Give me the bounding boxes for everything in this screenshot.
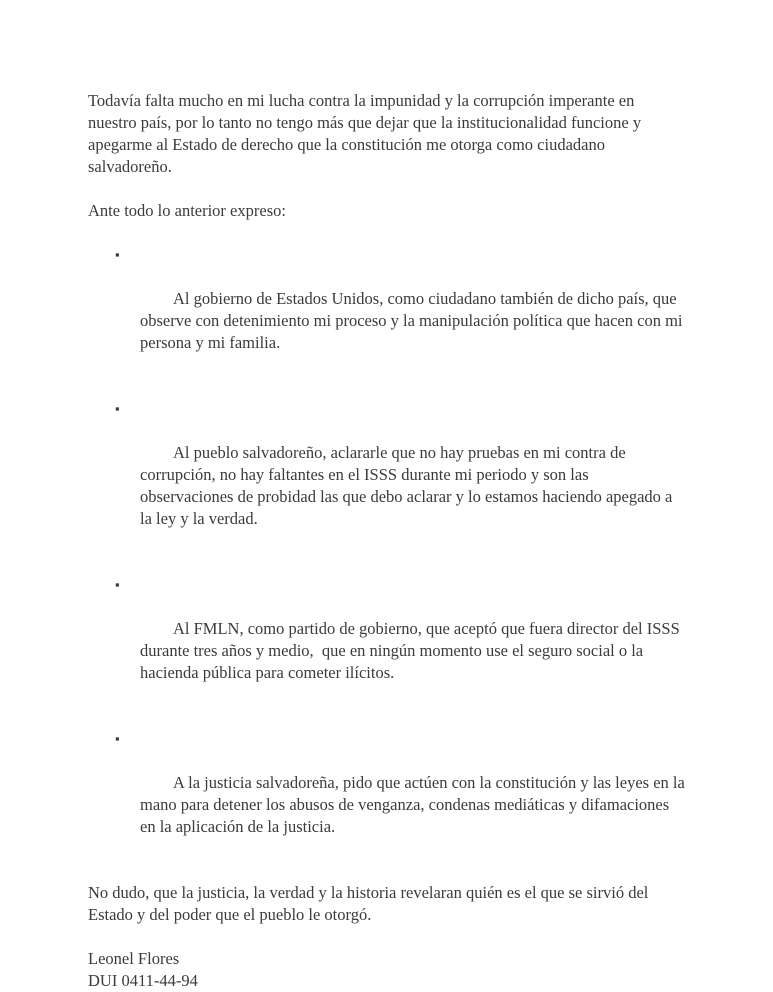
bullet-point-icon: ▪	[115, 731, 120, 746]
bullet-point-icon: ▪	[115, 577, 120, 592]
document-body	[88, 90, 689, 992]
list-item	[88, 728, 689, 860]
closing-paragraph: No dudo, que la justicia, la verdad y la historia revelaran quién es el que se sirvió del Estado y del poder que el pueblo le otorgó.	[88, 883, 653, 924]
signature-id-number: DUI 0411-44-94	[88, 971, 198, 990]
list-item-text: Al FMLN, como partido de gobierno, que aceptó que fuera director del ISSS durante tres años y medio, que en ningún momento use el seguro social o la hacienda pública para cometer ilícitos.	[140, 619, 684, 682]
list-item-text: A la justicia salvadoreña, pido que actúen con la constitución y las leyes en la mano para detener los abusos de venganza, condenas mediáticas y difamaciones en la aplicación de la justicia.	[140, 773, 689, 836]
signature-block	[88, 948, 685, 992]
bullet-point-icon: ▪	[115, 247, 120, 262]
bullet-point-icon: ▪	[115, 401, 120, 416]
list-item-text: Al pueblo salvadoreño, aclararle que no hay pruebas en mi contra de corrupción, no hay faltantes en el ISSS durante mi periodo y son las observaciones de probidad las que debo aclarar y lo estamos haciendo apegado a la ley y la verdad.	[140, 443, 677, 528]
signature-name: Leonel Flores	[88, 949, 180, 968]
intro-paragraph: Todavía falta mucho en mi lucha contra la impunidad y la corrupción imperante en nuestro país, por lo tanto no tengo más que dejar que la institucionalidad funcione y apegarme al Estado de derecho que la constitución me otorga como ciudadano salvadoreño.	[88, 91, 646, 176]
statement-bullet-list	[88, 244, 689, 860]
list-item-text: Al gobierno de Estados Unidos, como ciudadano también de dicho país, que observe con detenimiento mi proceso y la manipulación política que hacen con mi persona y mi familia.	[140, 289, 687, 352]
lead-in-paragraph: Ante todo lo anterior expreso:	[88, 201, 286, 220]
list-item	[88, 244, 685, 376]
list-item	[88, 398, 685, 552]
list-item	[88, 574, 685, 706]
